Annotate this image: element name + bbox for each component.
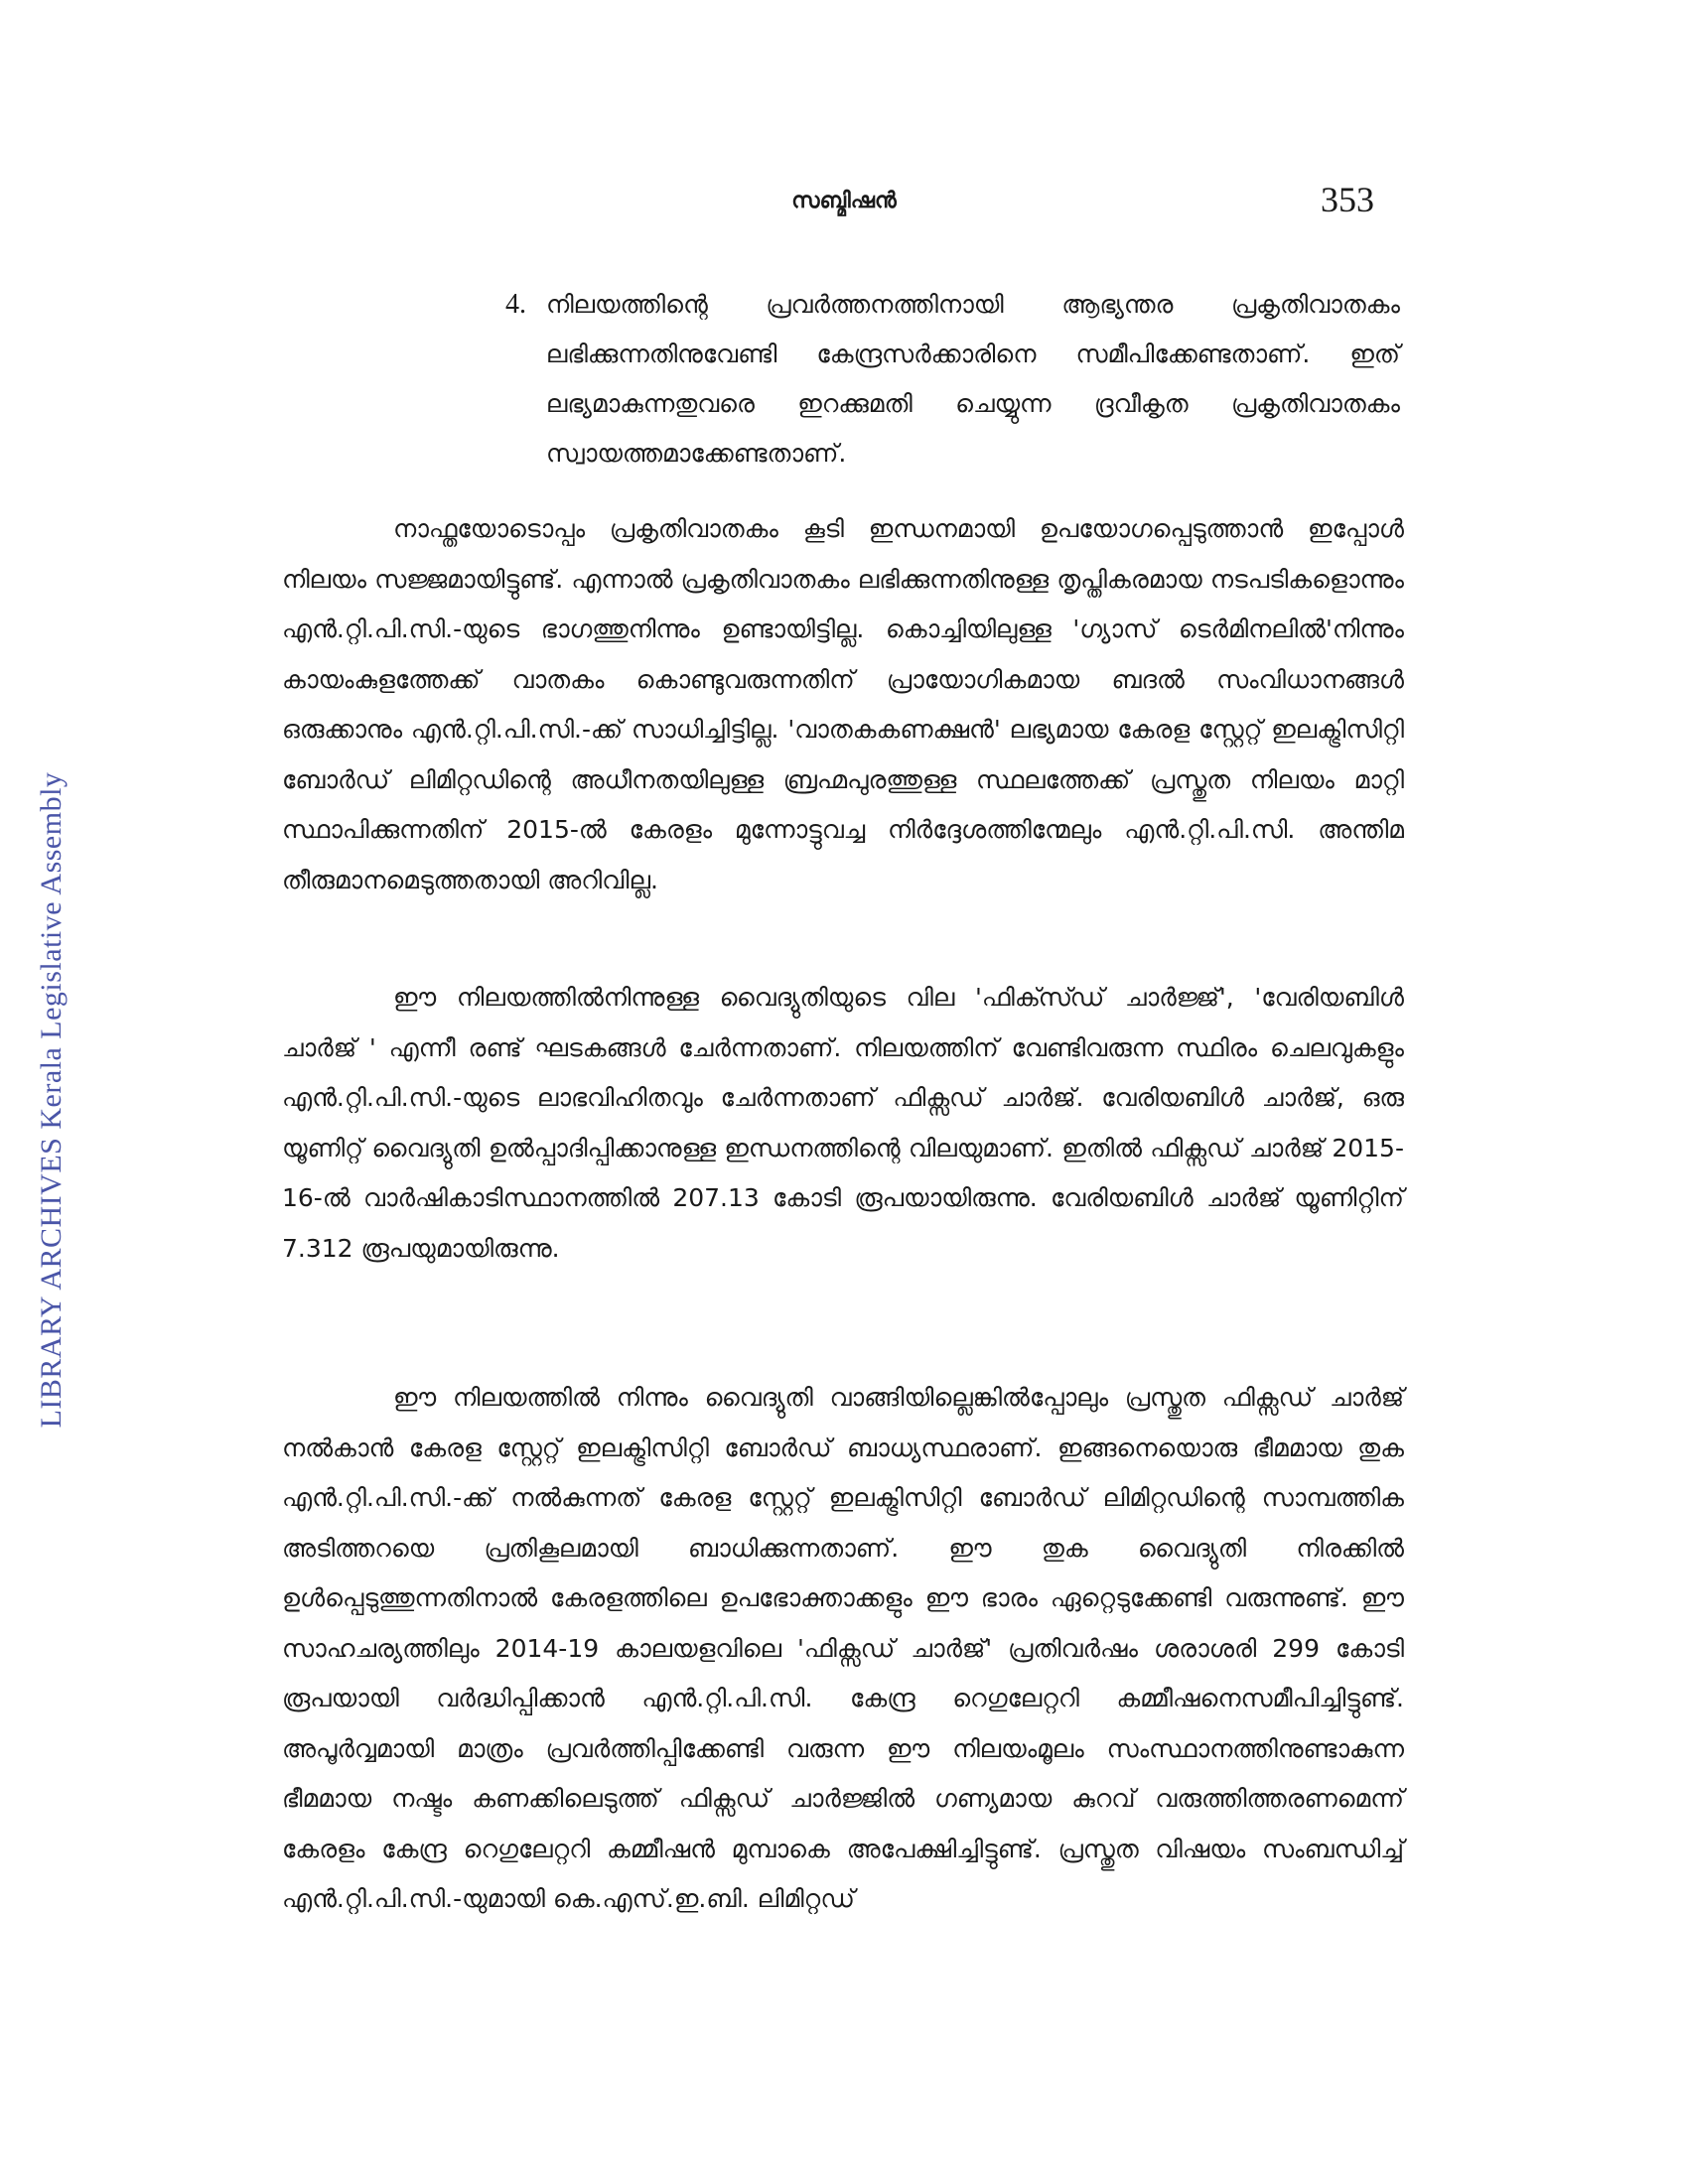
item-number: 4. bbox=[505, 289, 526, 320]
page-title: സബ്മിഷൻ bbox=[791, 189, 897, 213]
item-text: നിലയത്തിന്റെ പ്രവർത്തനത്തിനായി ആഭ്യന്തര പ്രകൃതിവാതകം ലഭിക്കുന്നതിനുവേണ്ടി കേന്ദ്രസർക്കാരിനെ സമീപിക്കേണ്ടതാണ്. ഇത് ലഭ്യമാകുന്നതുവരെ ഇറക്കുമതി ചെയ്യുന്ന ദ്രവീകൃത പ്രകൃതിവാതകം സ്വായത്തമാക്കേണ്ടതാണ്. bbox=[546, 290, 1400, 468]
numbered-item bbox=[467, 280, 1400, 478]
page-number: 353 bbox=[1321, 180, 1374, 219]
paragraph-1: നാഫ്തയോടൊപ്പം പ്രകൃതിവാതകം കൂടി ഇന്ധനമായി ഉപയോഗപ്പെടുത്താൻ ഇപ്പോൾ നിലയം സജ്ജമായിട്ടുണ്ട്. എന്നാൽ പ്രകൃതിവാതകം ലഭിക്കുന്നതിനുള്ള തൃപ്തികരമായ നടപടികളൊന്നും എൻ.റ്റി.പി.സി.-യുടെ ഭാഗത്തുനിന്നും ഉണ്ടായിട്ടില്ല. കൊച്ചിയിലുള്ള 'ഗ്യാസ് ടെർമിനലിൽ'നിന്നും കായംകുളത്തേക്ക് വാതകം കൊണ്ടുവരുന്നതിന് പ്രായോഗികമായ ബദൽ സംവിധാനങ്ങൾ ഒരുക്കാനും എൻ.റ്റി.പി.സി.-ക്ക് സാധിച്ചിട്ടില്ല. 'വാതകകണക്ഷൻ' ലഭ്യമായ കേരള സ്റ്റേറ്റ് ഇലക്ട്രിസിറ്റി ബോർഡ് ലിമിറ്റഡിന്റെ അധീനതയിലുള്ള ബ്രഹ്മപുരത്തുള്ള സ്ഥലത്തേക്ക് പ്രസ്തുത നിലയം മാറ്റി സ്ഥാപിക്കുന്നതിന് 2015-ൽ കേരളം മുന്നോട്ടുവച്ച നിർദ്ദേശത്തിന്മേലും എൻ.റ്റി.പി.സി. അന്തിമ തീരുമാനമെടുത്തതായി അറിവില്ല. bbox=[282, 514, 1404, 894]
paragraph-2: ഈ നിലയത്തിൽനിന്നുള്ള വൈദ്യുതിയുടെ വില 'ഫിക്സ്ഡ് ചാർജ്ജ്', 'വേരിയബിൾ ചാർജ് ' എന്നീ രണ്ട് ഘടകങ്ങൾ ചേർന്നതാണ്. നിലയത്തിന് വേണ്ടിവരുന്ന സ്ഥിരം ചെലവുകളും എൻ.റ്റി.പി.സി.-യുടെ ലാഭവിഹിതവും ചേർന്നതാണ് ഫിക്സഡ് ചാർജ്. വേരിയബിൾ ചാർജ്, ഒരു യൂണിറ്റ് വൈദ്യുതി ഉൽപ്പാദിപ്പിക്കാനുള്ള ഇന്ധനത്തിന്റെ വിലയുമാണ്. ഇതിൽ ഫിക്സഡ് ചാർജ് 2015-16-ൽ വാർഷികാടിസ്ഥാനത്തിൽ 207.13 കോടി രൂപയായിരുന്നു. വേരിയബിൾ ചാർജ് യൂണിറ്റിന് 7.312 രൂപയുമായിരുന്നു. bbox=[282, 983, 1404, 1263]
archive-watermark: LIBRARY ARCHIVES Kerala Legislative Assembly bbox=[35, 771, 68, 1429]
paragraph-3: ഈ നിലയത്തിൽ നിന്നും വൈദ്യുതി വാങ്ങിയില്ലെങ്കിൽപ്പോലും പ്രസ്തുത ഫിക്സഡ് ചാർജ് നൽകാൻ കേരള സ്റ്റേറ്റ് ഇലക്ട്രിസിറ്റി ബോർഡ് ബാധ്യസ്ഥരാണ്. ഇങ്ങനെയൊരു ഭീമമായ തുക എൻ.റ്റി.പി.സി.-ക്ക് നൽകുന്നത് കേരള സ്റ്റേറ്റ് ഇലക്ട്രിസിറ്റി ബോർഡ് ലിമിറ്റഡിന്റെ സാമ്പത്തിക അടിത്തറയെ പ്രതികൂലമായി ബാധിക്കുന്നതാണ്. ഈ തുക വൈദ്യുതി നിരക്കിൽ ഉൾപ്പെടുത്തുന്നതിനാൽ കേരളത്തിലെ ഉപഭോക്താക്കളും ഈ ഭാരം ഏറ്റെടുക്കേണ്ടി വരുന്നുണ്ട്. ഈ സാഹചര്യത്തിലും 2014-19 കാലയളവിലെ 'ഫിക്സഡ് ചാർജ്' പ്രതിവർഷം ശരാശരി 299 കോടി രൂപയായി വർദ്ധിപ്പിക്കാൻ എൻ.റ്റി.പി.സി. കേന്ദ്ര റെഗുലേറ്ററി കമ്മീഷനെസമീപിച്ചിട്ടുണ്ട്. അപൂർവ്വമായി മാത്രം പ്രവർത്തിപ്പിക്കേണ്ടി വരുന്ന ഈ നിലയംമൂലം സംസ്ഥാനത്തിനുണ്ടാകുന്ന ഭീമമായ നഷ്ടം കണക്കിലെടുത്ത് ഫിക്സഡ് ചാർജ്ജിൽ ഗണ്യമായ കുറവ് വരുത്തിത്തരണമെന്ന് കേരളം കേന്ദ്ര റെഗുലേറ്ററി കമ്മീഷൻ മുമ്പാകെ അപേക്ഷിച്ചിട്ടുണ്ട്. പ്രസ്തുത വിഷയം സംബന്ധിച്ച് എൻ.റ്റി.പി.സി.-യുമായി കെ.എസ്.ഇ.ബി. ലിമിറ്റഡ് bbox=[282, 1383, 1404, 1913]
